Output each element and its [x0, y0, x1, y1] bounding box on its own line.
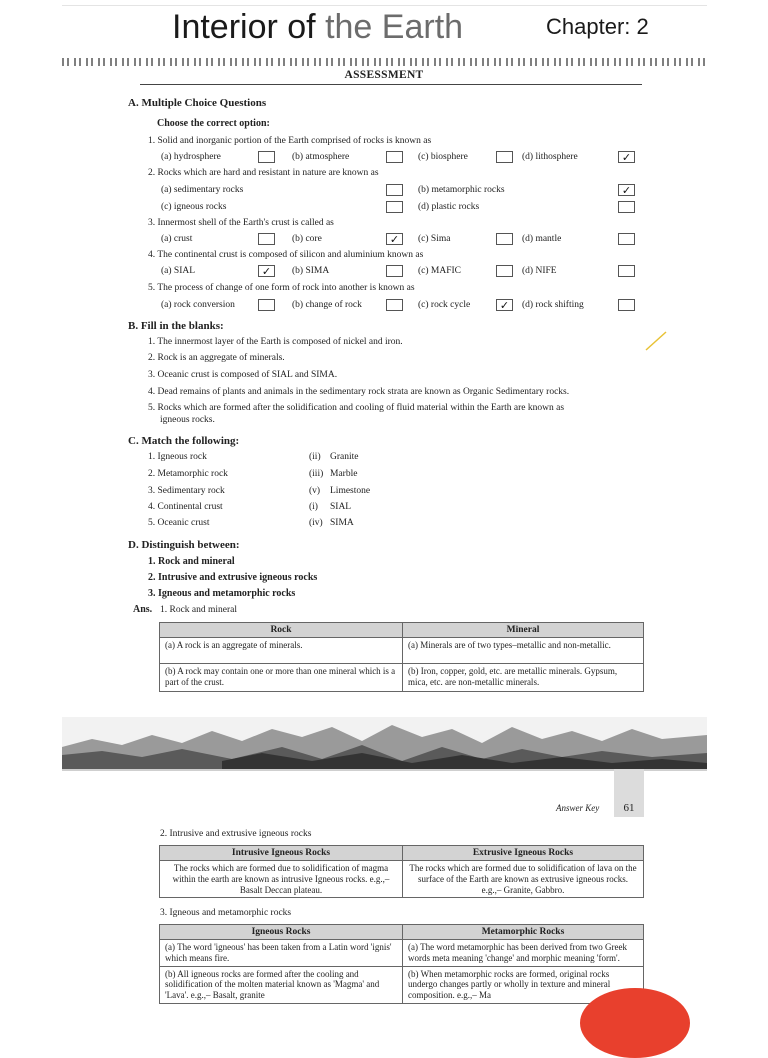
q5-option-a: (a) rock conversion [161, 300, 235, 310]
table-cell: The rocks which are formed due to solidification of magma within the earth are known as intrusive Igneous rocks. e.g.,– Basalt Deccan plateau. [160, 861, 403, 898]
table-header: Intrusive Igneous Rocks [160, 846, 403, 861]
match-left-2: 2. Metamorphic rock [148, 469, 228, 479]
q3-option-a: (a) crust [161, 234, 193, 244]
section-b-title: B. Fill in the blanks: [128, 320, 224, 332]
table-cell: (a) Minerals are of two types–metallic and non-metallic. [403, 638, 644, 664]
section-d-title: D. Distinguish between: [128, 539, 240, 551]
table-header: Extrusive Igneous Rocks [403, 846, 644, 861]
pencil-mark-icon [644, 330, 668, 352]
q1-option-c: (c) biosphere [418, 152, 468, 162]
top-rule [62, 5, 707, 6]
q3-checkbox-d[interactable] [618, 233, 635, 245]
q1-checkbox-d[interactable] [618, 151, 635, 163]
intrusive-extrusive-table [159, 845, 644, 898]
page-number-tab [614, 769, 644, 817]
q4-text: 4. The continental crust is composed of silicon and aluminium known as [148, 250, 424, 260]
q4-option-b: (b) SIMA [292, 266, 330, 276]
table-cell: (a) The word metamorphic has been derived from two Greek words meta meaning 'change' and morphic meaning 'form'. [403, 940, 644, 967]
section-c-title: C. Match the following: [128, 435, 240, 447]
table-cell: (b) All igneous rocks are formed after the cooling and solidification of the molten material known as 'Magma' and 'Lava'. e.g.,– Basalt, granite [160, 966, 403, 1003]
q5-checkbox-d[interactable] [618, 299, 635, 311]
match-left-1: 1. Igneous rock [148, 452, 207, 462]
rock-mineral-table [159, 622, 644, 692]
match-num-5: (iv) [309, 518, 323, 528]
q2-checkbox-a[interactable] [386, 184, 403, 196]
ans-label: Ans. [133, 604, 153, 615]
match-right-2: Marble [330, 469, 358, 479]
match-num-1: (ii) [309, 452, 321, 462]
assessment-heading: ASSESSMENT [344, 69, 424, 81]
distinguish-2: 2. Intrusive and extrusive igneous rocks [148, 572, 318, 583]
page-number: 61 [623, 802, 635, 814]
q5-option-c: (c) rock cycle [418, 300, 471, 310]
match-num-4: (i) [309, 502, 318, 512]
table-header: Mineral [403, 623, 644, 638]
q1-option-a: (a) hydrosphere [161, 152, 221, 162]
q4-checkbox-a[interactable] [258, 265, 275, 277]
q2-option-d: (d) plastic rocks [418, 202, 480, 212]
q4-option-c: (c) MAFIC [418, 266, 462, 276]
title-accent: the Earth [325, 8, 464, 46]
match-num-2: (iii) [309, 469, 324, 479]
match-left-4: 4. Continental crust [148, 502, 223, 512]
landscape-illustration [62, 717, 707, 769]
q1-checkbox-a[interactable] [258, 151, 275, 163]
q4-checkbox-d[interactable] [618, 265, 635, 277]
q2-text: 2. Rocks which are hard and resistant in nature are known as [148, 168, 379, 178]
table-header: Igneous Rocks [160, 925, 403, 940]
q1-option-b: (b) atmosphere [292, 152, 350, 162]
fill-item-3: 3. Oceanic crust is composed of SIAL and SIMA. [148, 370, 338, 380]
q5-checkbox-a[interactable] [258, 299, 275, 311]
q2-option-c: (c) igneous rocks [161, 202, 227, 212]
section-label-2: 2. Intrusive and extrusive igneous rocks [160, 829, 312, 839]
divider [62, 769, 707, 771]
match-right-1: Granite [330, 452, 359, 462]
q3-checkbox-a[interactable] [258, 233, 275, 245]
q2-option-a: (a) sedimentary rocks [161, 185, 244, 195]
tick-icon: ✓ [389, 234, 400, 246]
section-label-3: 3. Igneous and metamorphic rocks [160, 908, 292, 918]
q3-option-b: (b) core [292, 234, 322, 244]
table-header: Metamorphic Rocks [403, 925, 644, 940]
match-right-4: SIAL [330, 502, 352, 512]
q4-option-a: (a) SIAL [161, 266, 196, 276]
q3-checkbox-c[interactable] [496, 233, 513, 245]
q2-option-b: (b) metamorphic rocks [418, 185, 505, 195]
igneous-metamorphic-table [159, 924, 644, 1004]
table-header: Rock [160, 623, 403, 638]
q2-checkbox-c[interactable] [386, 201, 403, 213]
page-title [172, 8, 463, 47]
section-a-title: A. Multiple Choice Questions [128, 97, 267, 109]
q4-checkbox-b[interactable] [386, 265, 403, 277]
tick-icon: ✓ [499, 300, 510, 312]
q5-option-d: (d) rock shifting [522, 300, 584, 310]
table-cell: (b) When metamorphic rocks are formed, original rocks undergo changes partly or wholly in texture and mineral composition. e.g.,– Ma [403, 966, 644, 1003]
table-cell: (b) Iron, copper, gold, etc. are metallic minerals. Gypsum, mica, etc. are non-metallic minerals. [403, 664, 644, 692]
tick-icon: ✓ [621, 152, 632, 164]
match-left-5: 5. Oceanic crust [148, 518, 210, 528]
q5-text: 5. The process of change of one form of rock into another is known as [148, 283, 415, 293]
answer-key-label: Answer Key [556, 803, 600, 813]
fill-item-1: 1. The innermost layer of the Earth is composed of nickel and iron. [148, 337, 403, 347]
q4-option-d: (d) NIFE [522, 266, 557, 276]
q2-checkbox-d[interactable] [618, 201, 635, 213]
distinguish-1: 1. Rock and mineral [148, 556, 235, 567]
table-cell: (b) A rock may contain one or more than one mineral which is a part of the crust. [160, 664, 403, 692]
q1-checkbox-c[interactable] [496, 151, 513, 163]
fill-item-5: 5. Rocks which are formed after the solidification and cooling of fluid material within the Earth are known as [148, 403, 565, 413]
distinguish-3: 3. Igneous and metamorphic rocks [148, 588, 296, 599]
chapter-label: Chapter: 2 [546, 14, 649, 39]
match-num-3: (v) [309, 486, 321, 496]
q3-text: 3. Innermost shell of the Earth's crust is called as [148, 218, 334, 228]
heading-rule [140, 84, 642, 85]
section-a-instruction: Choose the correct option: [157, 118, 270, 129]
decorative-border [62, 58, 707, 66]
table-cell: (a) A rock is an aggregate of minerals. [160, 638, 403, 664]
red-action-button[interactable] [580, 988, 690, 1058]
q3-option-c: (c) Sima [418, 234, 451, 244]
tick-icon: ✓ [261, 266, 272, 278]
q1-checkbox-b[interactable] [386, 151, 403, 163]
q1-text: 1. Solid and inorganic portion of the Earth comprised of rocks is known as [148, 136, 432, 146]
table-cell: (a) The word 'igneous' has been taken from a Latin word 'ignis' which means fire. [160, 940, 403, 967]
tick-icon: ✓ [621, 185, 632, 197]
q4-checkbox-c[interactable] [496, 265, 513, 277]
q1-option-d: (d) lithosphere [522, 152, 578, 162]
q5-checkbox-c[interactable] [496, 299, 513, 311]
match-left-3: 3. Sedimentary rock [148, 486, 225, 496]
fill-item-5-cont: igneous rocks. [160, 415, 215, 425]
fill-item-4: 4. Dead remains of plants and animals in the sedimentary rock strata are known as Organic Sedimentary rocks. [148, 387, 570, 397]
q5-checkbox-b[interactable] [386, 299, 403, 311]
fill-item-2: 2. Rock is an aggregate of minerals. [148, 353, 285, 363]
q5-option-b: (b) change of rock [292, 300, 362, 310]
ans-first: 1. Rock and mineral [160, 605, 238, 615]
q2-checkbox-b[interactable] [618, 184, 635, 196]
table-cell: The rocks which are formed due to solidification of lava on the surface of the Earth are known as extrusive igneous rocks. e.g.,– Granite, Gabbro. [403, 861, 644, 898]
title-main: Interior of [172, 8, 326, 46]
q3-checkbox-b[interactable] [386, 233, 403, 245]
q3-option-d: (d) mantle [522, 234, 562, 244]
match-right-3: Limestone [330, 486, 371, 496]
match-right-5: SIMA [330, 518, 354, 528]
